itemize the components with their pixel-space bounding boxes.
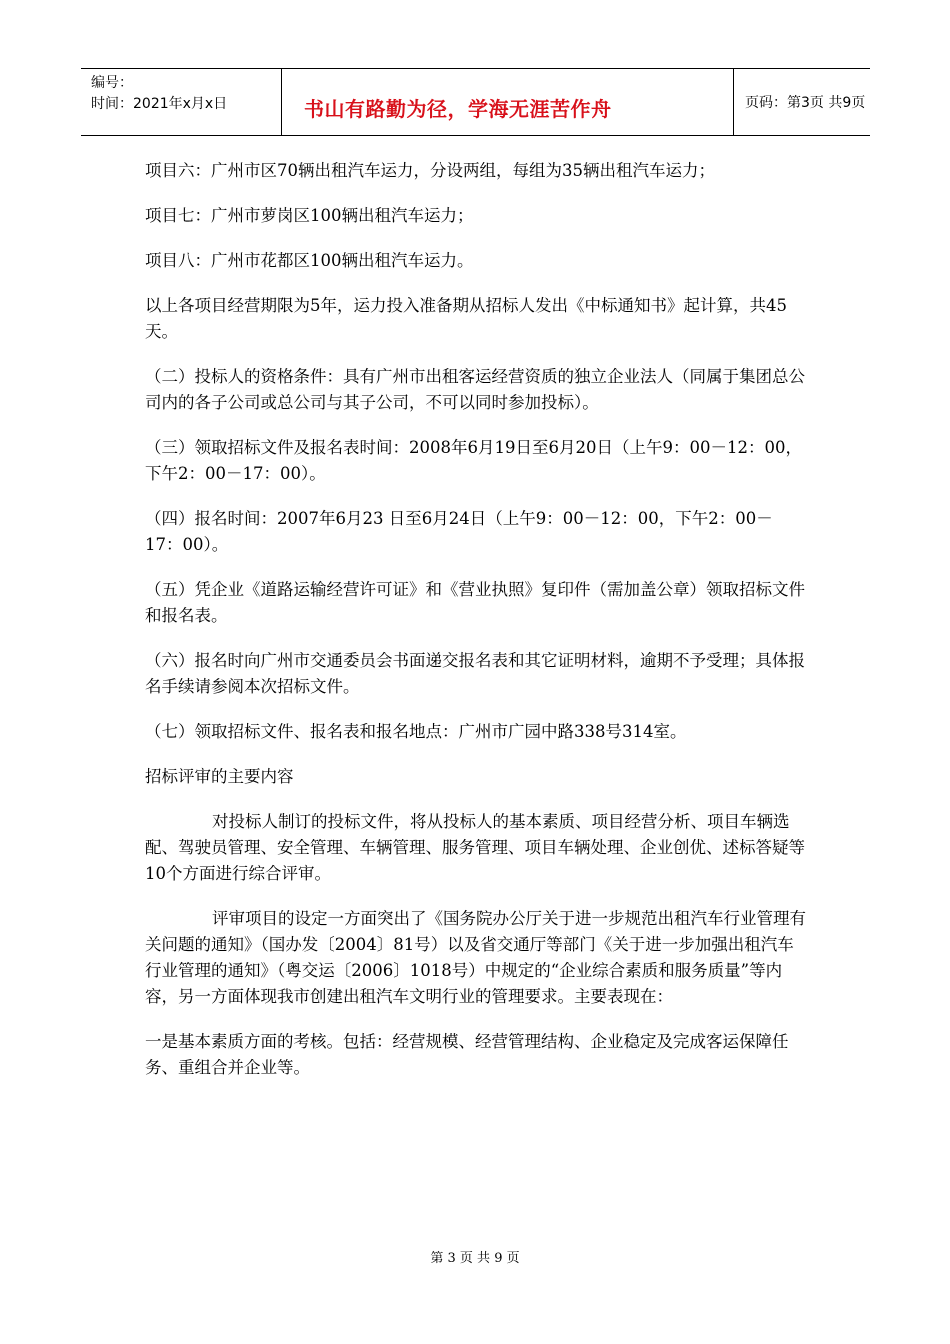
page-info: 页码：第3页 共9页	[745, 95, 866, 111]
header-meta-cell	[81, 69, 282, 135]
number-label: 编号：	[91, 75, 133, 91]
paragraph: （七）领取招标文件、报名表和报名地点：广州市广园中路338号314室。	[145, 722, 687, 741]
paragraph: 项目六：广州市区70辆出租汽车运力，分设两组，每组为35辆出租汽车运力；	[145, 161, 715, 180]
paragraph: （三）领取招标文件及报名表时间：2008年6月19日至6月20日（上午9：00－12：00，下午2：00－17：00）。	[145, 438, 802, 483]
section-heading: 招标评审的主要内容	[145, 767, 294, 786]
paragraph: （六）报名时向广州市交通委员会书面递交报名表和其它证明材料，逾期不予受理；具体报名手续请参阅本次招标文件。	[145, 651, 805, 696]
paragraph: 项目八：广州市花都区100辆出租汽车运力。	[145, 251, 474, 270]
paragraph: 一是基本素质方面的考核。包括：经营规模、经营管理结构、企业稳定及完成客运保障任务、重组合并企业等。	[145, 1032, 789, 1077]
header-page-cell	[734, 69, 870, 135]
page-footer	[0, 1247, 950, 1266]
page-header	[81, 68, 870, 136]
paragraph: 对投标人制订的投标文件，将从投标人的基本素质、项目经营分析、项目车辆选配、驾驶员管理、安全管理、车辆管理、服务管理、项目车辆处理、企业创优、述标答疑等10个方面进行综合评审。	[145, 812, 805, 883]
time-label: 时间：2021年x月x日	[91, 96, 228, 112]
header-motto-cell	[282, 69, 734, 135]
document-body	[145, 158, 810, 1100]
paragraph: （二）投标人的资格条件：具有广州市出租客运经营资质的独立企业法人（同属于集团总公司内的各子公司或总公司与其子公司，不可以同时参加投标）。	[145, 367, 805, 412]
paragraph: 评审项目的设定一方面突出了《国务院办公厅关于进一步规范出租汽车行业管理有关问题的通知》（国办发〔2004〕81号）以及省交通厅等部门《关于进一步加强出租汽车行业管理的通知》（粤交运〔2006〕1018号）中规定的“企业综合素质和服务质量”等内容，另一方面体现我市创建出租汽车文明行业的管理要求。主要表现在：	[145, 909, 806, 1006]
paragraph: （五）凭企业《道路运输经营许可证》和《营业执照》复印件（需加盖公章）领取招标文件和报名表。	[145, 580, 805, 625]
paragraph: （四）报名时间：2007年6月23 日至6月24日（上午9：00－12：00，下午2：00－17：00）。	[145, 509, 773, 554]
footer-page-number: 第 3 页 共 9 页	[430, 1251, 520, 1266]
paragraph: 以上各项目经营期限为5年，运力投入准备期从招标人发出《中标通知书》起计算，共45天。	[145, 296, 787, 341]
paragraph: 项目七：广州市萝岗区100辆出租汽车运力；	[145, 206, 474, 225]
motto-text: 书山有路勤为径，学海无涯苦作舟	[304, 97, 612, 121]
